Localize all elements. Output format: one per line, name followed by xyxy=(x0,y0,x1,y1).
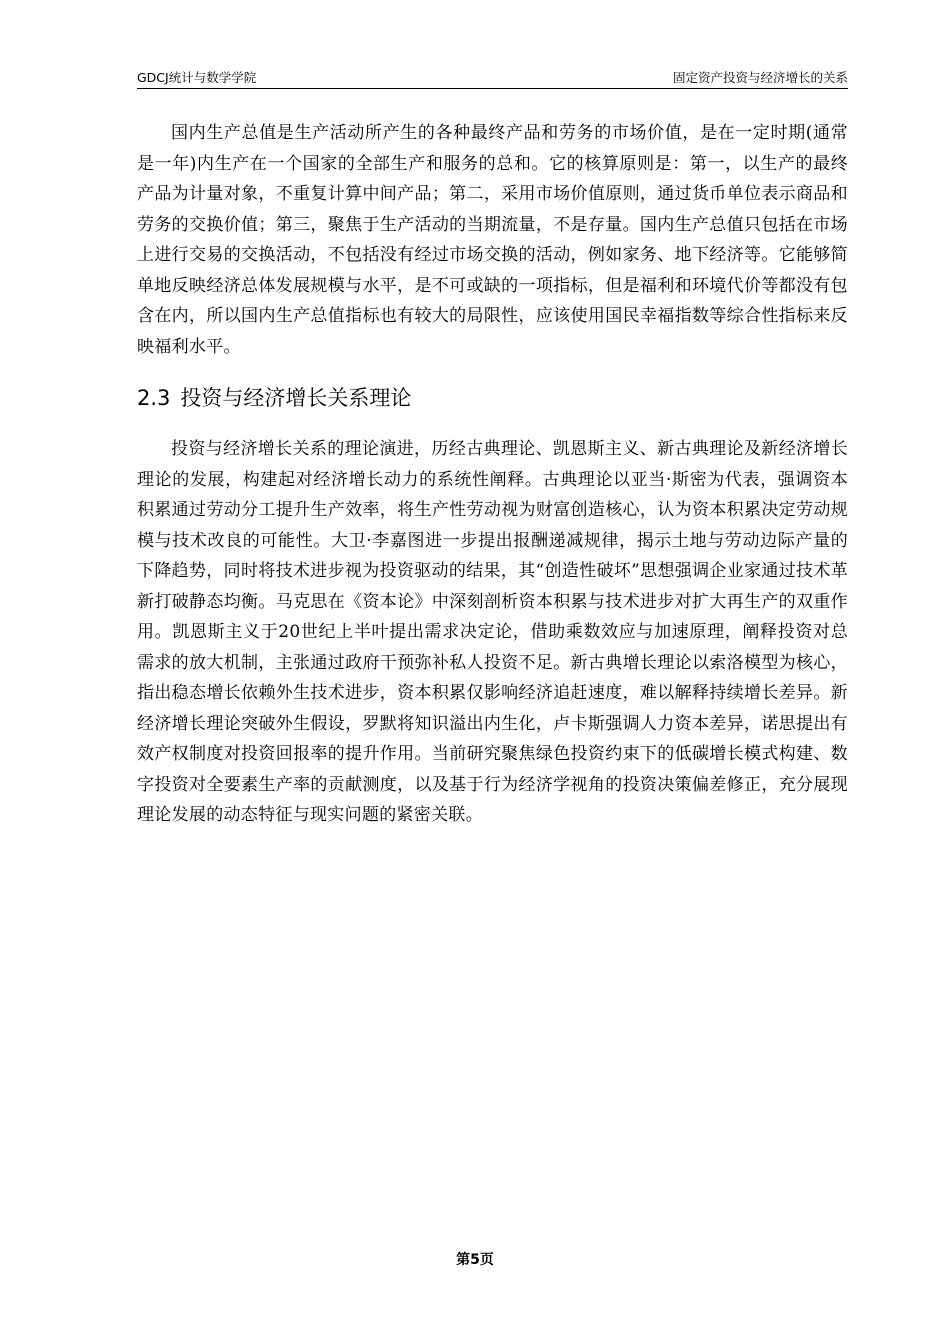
section-title-text: 投资与经济增长关系理论 xyxy=(180,386,412,410)
paragraph-gdp-definition: 国内生产总值是生产活动所产生的各种最终产品和劳务的市场价值，是在一定时期(通常是一年)内生产在一个国家的全部生产和服务的总和。它的核算原则是：第一，以生产的最终产品为计量对象，不重复计算中间产品；第二，采用市场价值原则，通过货币单位表示商品和劳务的交换价值；第三，聚焦于生产活动的当期流量，不是存量。国内生产总值只包括在市场上进行交易的交换活动，不包括没有经过市场交换的活动，例如家务、地下经济等。它能够简单地反映经济总体发展规模与水平，是不可或缺的一项指标，但是福利和环境代价等都没有包含在内，所以国内生产总值指标也有较大的局限性，应该使用国民幸福指数等综合性指标来反映福利水平。 xyxy=(137,123,848,357)
page-number: 第5页 xyxy=(456,1252,494,1268)
header-thesis-title: 固定资产投资与经济增长的关系 xyxy=(672,70,848,85)
paragraph-investment-theory: 投资与经济增长关系的理论演进，历经古典理论、凯恩斯主义、新古典理论及新经济增长理论的发展，构建起对经济增长动力的系统性阐释。古典理论以亚当·斯密为代表，强调资本积累通过劳动分工提升生产效率，将生产性劳动视为财富创造核心，认为资本积累决定劳动规模与技术改良的可能性。大卫·李嘉图进一步提出报酬递减规律，揭示土地与劳动边际产量的下降趋势，同时将技术进步视为投资驱动的结果，其“创造性破坏”思想强调企业家通过技术革新打破静态均衡。马克思在《资本论》中深刻剖析资本积累与技术进步对扩大再生产的双重作用。凯恩斯主义于20世纪上半叶提出需求决定论，借助乘数效应与加速原理，阐释投资对总需求的放大机制，主张通过政府干预弥补私人投资不足。新古典增长理论以索洛模型为核心，指出稳态增长依赖外生技术进步，资本积累仅影响经济追赶速度，难以解释持续增长差异。新经济增长理论突破外生假设，罗默将知识溢出内生化，卢卡斯强调人力资本差异，诺思提出有效产权制度对投资回报率的提升作用。当前研究聚焦绿色投资约束下的低碳增长模式构建、数字投资对全要素生产率的贡献测度，以及基于行为经济学视角的投资决策偏差修正，充分展现理论发展的动态特征与现实问题的紧密关联。 xyxy=(137,439,848,825)
page-header xyxy=(137,66,848,89)
section-heading xyxy=(137,382,848,414)
header-institution: GDCJ统计与数学学院 xyxy=(137,70,257,85)
page-content xyxy=(137,118,848,831)
section-number: 2.3 xyxy=(137,386,171,410)
